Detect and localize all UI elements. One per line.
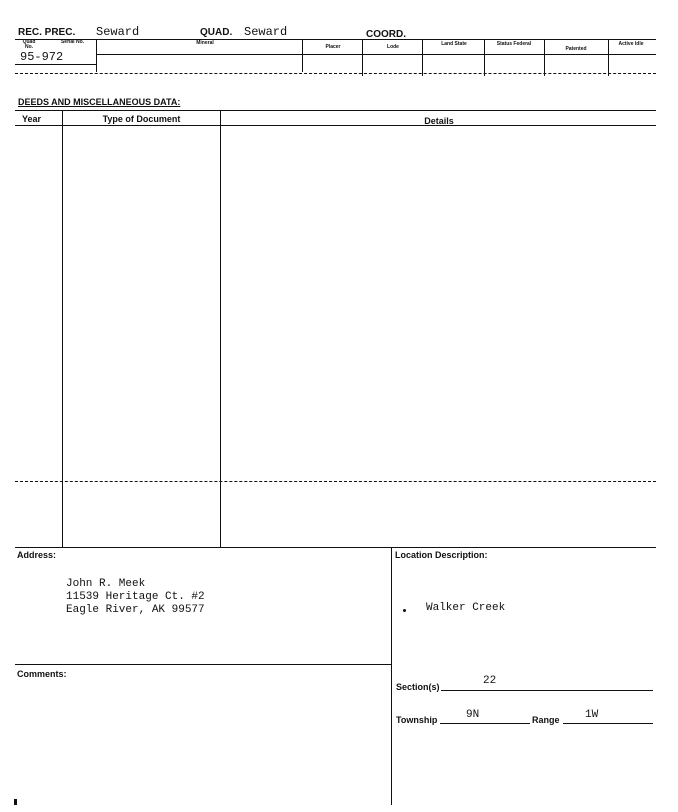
- status-federal-header: Status Federal: [496, 41, 532, 47]
- header-divider: [608, 40, 609, 76]
- header-divider: [362, 40, 363, 76]
- quad-no-header: Quad No.: [22, 39, 36, 50]
- address-location-divider: [391, 547, 392, 805]
- section-label: Section(s): [396, 682, 440, 692]
- address-line-1: John R. Meek: [66, 578, 146, 590]
- comments-label: Comments:: [17, 669, 67, 679]
- section-value: 22: [483, 675, 497, 687]
- location-bullet: [403, 609, 406, 612]
- record-number: 95-972: [20, 50, 64, 64]
- land-state-header: Land State: [441, 41, 467, 47]
- patented-header: Patented: [565, 46, 587, 52]
- header-divider: [484, 40, 485, 76]
- address-bottom-rule: [15, 664, 392, 665]
- year-column-header: Year: [22, 114, 42, 124]
- address-line-2: 11539 Heritage Ct. #2: [66, 591, 205, 603]
- coord-label: COORD.: [366, 29, 406, 40]
- address-label: Address:: [17, 550, 57, 560]
- lode-header: Lode: [387, 44, 399, 50]
- range-value: 1W: [585, 709, 599, 721]
- scan-mark: [14, 799, 17, 805]
- township-line: [440, 723, 530, 724]
- address-line-3: Eagle River, AK 99577: [66, 604, 205, 616]
- header-divider: [422, 40, 423, 76]
- active-idle-header: Active Idle: [618, 41, 644, 47]
- deeds-title: DEEDS AND MISCELLANEOUS DATA:: [18, 97, 181, 107]
- deeds-bottom-rule: [15, 547, 656, 548]
- deeds-dashed-rule: [15, 481, 656, 482]
- range-line: [563, 723, 653, 724]
- details-column-header: Details: [424, 116, 454, 126]
- quad-label: QUAD.: [200, 27, 233, 38]
- location-label: Location Description:: [395, 550, 488, 560]
- placer-header: Placer: [325, 44, 341, 50]
- header-dashed-rule: [15, 73, 656, 74]
- header-divider: [302, 40, 303, 72]
- deeds-top-rule: [15, 110, 656, 111]
- location-value: Walker Creek: [426, 602, 506, 614]
- mineral-header: Mineral: [196, 40, 214, 46]
- deeds-header-rule: [15, 125, 656, 126]
- range-label: Range: [532, 715, 560, 725]
- township-label: Township: [396, 715, 438, 725]
- header-divider: [544, 40, 545, 76]
- rec-prec-label: REC. PREC.: [18, 27, 76, 38]
- header-rule: [96, 54, 656, 55]
- header-rule: [15, 39, 656, 40]
- township-value: 9N: [466, 709, 480, 721]
- quad-value: Seward: [244, 25, 288, 39]
- serial-no-header: Serial No.: [60, 39, 85, 45]
- type-column-header: Type of Document: [102, 114, 181, 124]
- header-rule: [15, 64, 97, 65]
- rec-prec-value: Seward: [96, 25, 140, 39]
- section-line: [441, 690, 653, 691]
- header-divider: [96, 40, 97, 72]
